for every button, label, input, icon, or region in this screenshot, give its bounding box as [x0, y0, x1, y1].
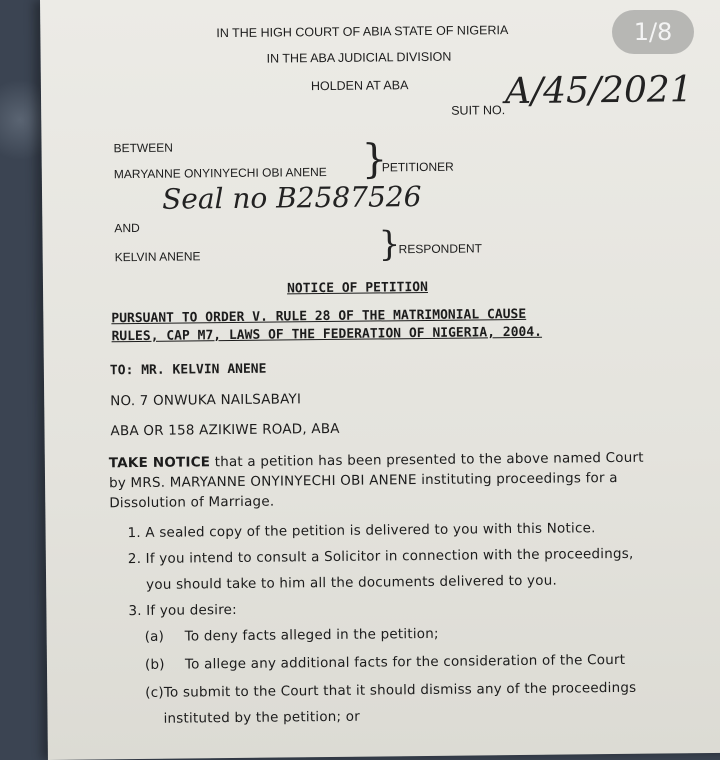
seal-note-handwritten: Seal no B2587526 [161, 180, 422, 216]
address-line-2: ABA OR 158 AZIKIWE ROAD, ABA [110, 420, 340, 440]
pursuant-line-2: RULES, CAP M7, LAWS OF THE FEDERATION OF NIGERIA, 2004. [111, 324, 543, 345]
petitioner-label: PETITIONER [381, 159, 454, 175]
petitioner-brace: } [361, 136, 388, 183]
list-item-3: 3. If you desire: [128, 601, 237, 620]
list-item-3c-line-1: (c)To submit to the Court that it should dismiss any of the proceedings [145, 679, 637, 701]
list-item-3c-line-2: instituted by the petition; or [163, 708, 361, 727]
and-label: AND [114, 220, 140, 236]
respondent-label: RESPONDENT [398, 241, 483, 257]
court-heading: IN THE HIGH COURT OF ABIA STATE OF NIGERIA [216, 23, 509, 41]
document-page [40, 0, 720, 760]
pursuant-line-1: PURSUANT TO ORDER V. RULE 28 OF THE MATRIMONIAL CAUSE [111, 306, 527, 327]
suit-label: SUIT NO. [451, 103, 506, 118]
address-line-1: NO. 7 ONWUKA NAILSABAYI [110, 391, 302, 410]
petitioner-name: MARYANNE ONYINYECHI OBI ANENE [113, 165, 327, 182]
list-item-2-line-2: you should take to him all the documents delivered to you. [146, 572, 557, 593]
addressee: TO: MR. KELVIN ANENE [109, 361, 267, 379]
list-item-2-line-1: 2. If you intend to consult a Solicitor in connection with the proceedings, [127, 545, 634, 568]
list-item-3b: To allege any additional facts for the consideration of the Court [184, 651, 626, 673]
list-item-3b-label: (b) [144, 656, 165, 673]
take-notice-text: that a petition has been presented to the above named Court [210, 449, 644, 471]
page-counter-badge: 1/8 [612, 10, 694, 54]
respondent-brace: } [378, 224, 401, 265]
take-notice-line-2: by MRS. MARYANNE ONYINYECHI OBI ANENE instituting proceedings for a [108, 469, 618, 492]
between-label: BETWEEN [113, 140, 173, 156]
respondent-name: KELVIN ANENE [114, 249, 201, 265]
list-item-3a: To deny facts alleged in the petition; [184, 625, 439, 645]
suit-number-handwritten: A/45/2021 [504, 69, 693, 113]
take-notice-line-1 [109, 450, 644, 472]
division-heading: IN THE ABA JUDICIAL DIVISION [266, 49, 452, 66]
take-notice-line-3: Dissolution of Marriage. [109, 493, 275, 512]
notice-title: NOTICE OF PETITION [286, 279, 429, 297]
list-item-1: 1. A sealed copy of the petition is delivered to you with this Notice. [127, 520, 596, 542]
list-item-3a-label: (a) [144, 628, 165, 645]
holden-heading: HOLDEN AT ABA [310, 78, 409, 94]
take-notice-lead: TAKE NOTICE [108, 454, 211, 472]
